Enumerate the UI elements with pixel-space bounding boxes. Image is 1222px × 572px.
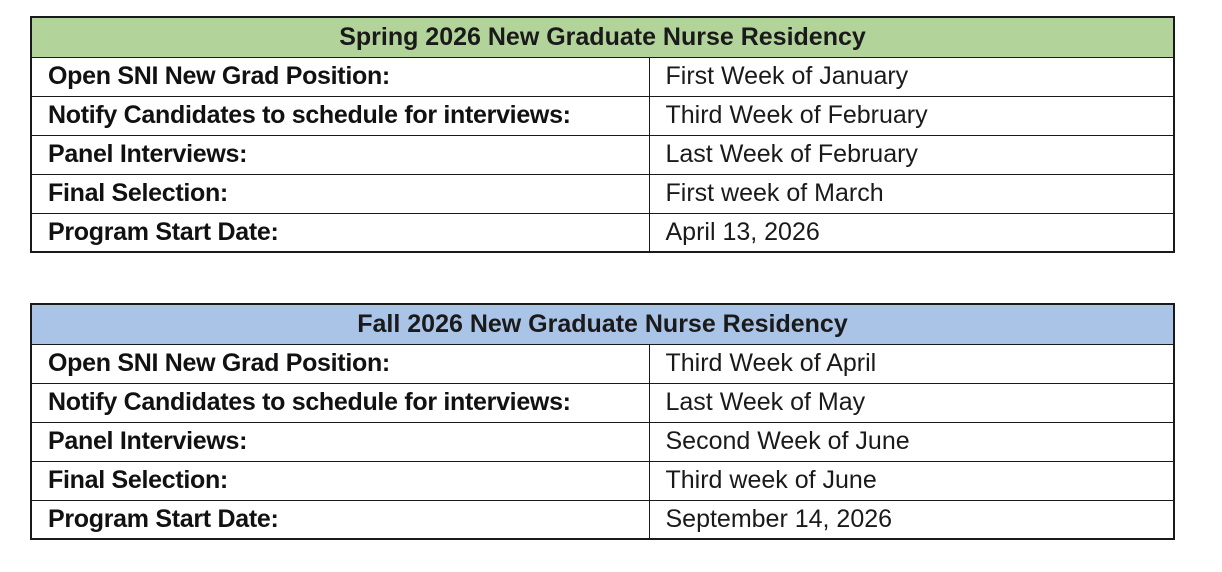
row-value: First Week of January <box>649 57 1174 96</box>
fall-table-title: Fall 2026 New Graduate Nurse Residency <box>31 304 1174 344</box>
table-row <box>31 96 1174 135</box>
spring-table-title: Spring 2026 New Graduate Nurse Residency <box>31 17 1174 57</box>
table-row <box>31 383 1174 422</box>
row-label: Program Start Date: <box>31 213 649 252</box>
row-label: Open SNI New Grad Position: <box>31 344 649 383</box>
row-label: Open SNI New Grad Position: <box>31 57 649 96</box>
row-value: Third Week of April <box>649 344 1174 383</box>
row-value: First week of March <box>649 174 1174 213</box>
table-row <box>31 500 1174 539</box>
row-label: Final Selection: <box>31 174 649 213</box>
table-row <box>31 57 1174 96</box>
row-label: Final Selection: <box>31 461 649 500</box>
row-value: April 13, 2026 <box>649 213 1174 252</box>
table-header-row <box>31 17 1174 57</box>
table-row <box>31 174 1174 213</box>
table-row <box>31 213 1174 252</box>
row-value: Last Week of May <box>649 383 1174 422</box>
row-label: Notify Candidates to schedule for interviews: <box>31 383 649 422</box>
row-value: Second Week of June <box>649 422 1174 461</box>
table-row <box>31 135 1174 174</box>
table-row <box>31 344 1174 383</box>
row-label: Program Start Date: <box>31 500 649 539</box>
row-value: Third Week of February <box>649 96 1174 135</box>
table-row <box>31 422 1174 461</box>
row-label: Panel Interviews: <box>31 135 649 174</box>
row-label: Panel Interviews: <box>31 422 649 461</box>
row-value: September 14, 2026 <box>649 500 1174 539</box>
row-value: Third week of June <box>649 461 1174 500</box>
fall-residency-table <box>30 303 1175 540</box>
row-value: Last Week of February <box>649 135 1174 174</box>
row-label: Notify Candidates to schedule for interviews: <box>31 96 649 135</box>
table-row <box>31 461 1174 500</box>
table-header-row <box>31 304 1174 344</box>
spring-residency-table <box>30 16 1175 253</box>
